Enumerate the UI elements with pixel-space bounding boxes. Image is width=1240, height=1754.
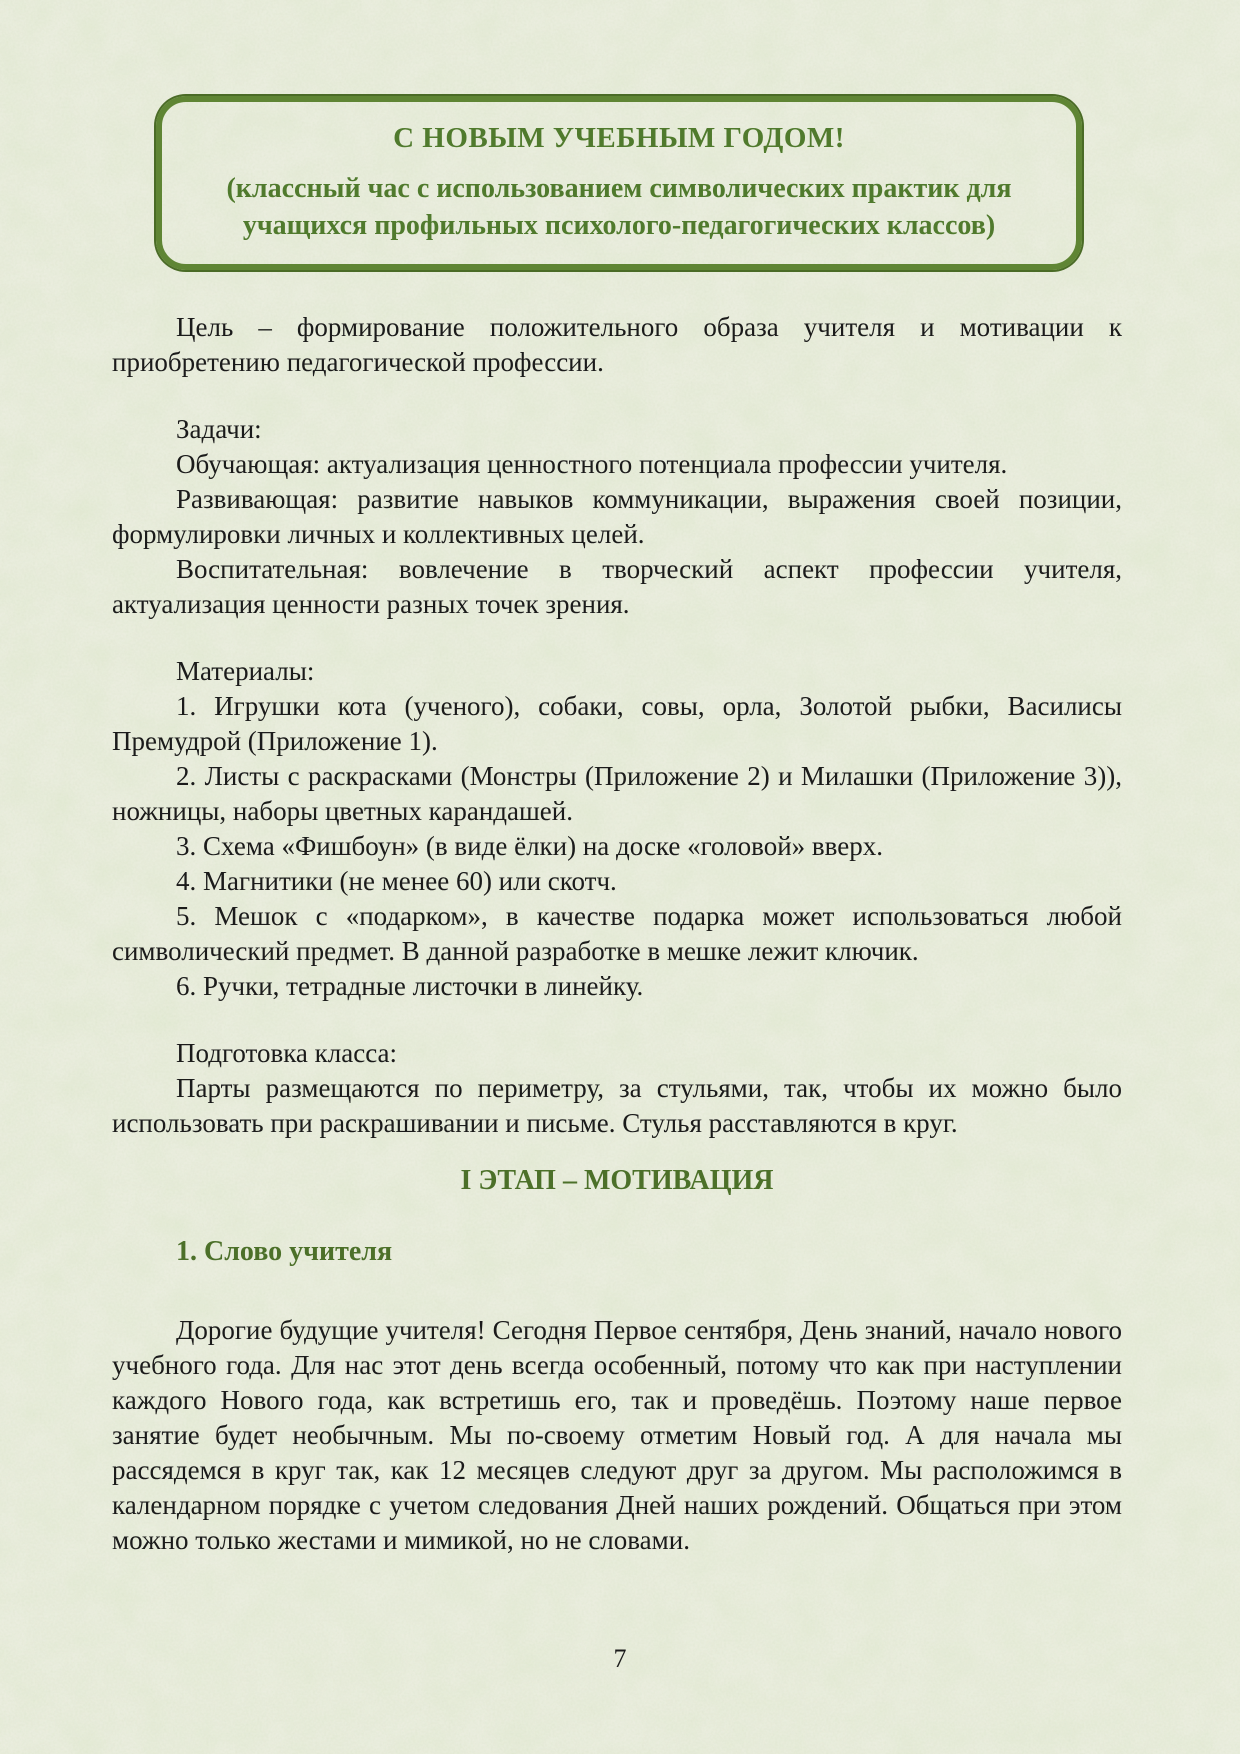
material-item-6: 6. Ручки, тетрадные листочки в линейку. [176, 971, 644, 1001]
task-upbringing: Воспитательная: вовлечение в творческий аспект профессии учителя, актуализация ценности разных точек зрения. [112, 554, 1122, 619]
stage-heading: I ЭТАП – МОТИВАЦИЯ [460, 1165, 774, 1196]
class-prep-label: Подготовка класса: [176, 1038, 397, 1068]
page-number: 7 [613, 1644, 627, 1673]
sub-heading-teacher-word: 1. Слово учителя [176, 1236, 393, 1267]
title-box [156, 96, 1082, 270]
material-item-3: 3. Схема «Фишбоун» (в виде ёлки) на доске «головой» вверх. [176, 831, 883, 861]
spacer [112, 1004, 1122, 1036]
tasks-label: Задачи: [176, 414, 262, 444]
spacer [112, 380, 1122, 412]
class-prep-paragraph: Парты размещаются по периметру, за стульями, так, чтобы их можно было использовать при раскрашивании и письме. Стулья расставляются в круг. [112, 1073, 1122, 1138]
material-item-1: 1. Игрушки кота (ученого), собаки, совы, орла, Золотой рыбки, Василисы Премудрой (Приложение 1). [112, 691, 1122, 756]
teacher-speech-paragraph: Дорогие будущие учителя! Сегодня Первое сентября, День знаний, начало нового учебного года. Для нас этот день всегда особенный, потому что как при наступлении каждого Нового года, как встретишь его, так и проведёшь. Поэтому наше первое занятие будет необычным. Мы по-своему отметим Новый год. А для начала мы рассядемся в круг так, как 12 месяцев следуют друг за другом. Мы расположимся в календарном порядке с учетом следования Дней наших рождений. Общаться при этом можно только жестами и мимикой, но не словами. [112, 1315, 1122, 1555]
document-title: С НОВЫМ УЧЕБНЫМ ГОДОМ! [393, 122, 845, 154]
materials-label: Материалы: [176, 656, 315, 686]
spacer [112, 622, 1122, 654]
goal-paragraph: Цель – формирование положительного образа учителя и мотивации к приобретению педагогической профессии. [112, 312, 1122, 377]
task-teaching: Обучающая: актуализация ценностного потенциала профессии учителя. [176, 449, 1008, 479]
material-item-5: 5. Мешок с «подарком», в качестве подарка может использоваться любой символический предмет. В данной разработке в мешке лежит ключик. [112, 901, 1122, 966]
document-subtitle: (классный час с использованием символических практик для учащихся профильных психолого-педагогических классов) [226, 173, 1012, 241]
material-item-2: 2. Листы с раскрасками (Монстры (Приложение 2) и Милашки (Приложение 3)), ножницы, наборы цветных карандашей. [112, 761, 1122, 826]
task-developing: Развивающая: развитие навыков коммуникации, выражения своей позиции, формулировки личных и коллективных целей. [112, 484, 1122, 549]
material-item-4: 4. Магнитики (не менее 60) или скотч. [176, 866, 617, 896]
